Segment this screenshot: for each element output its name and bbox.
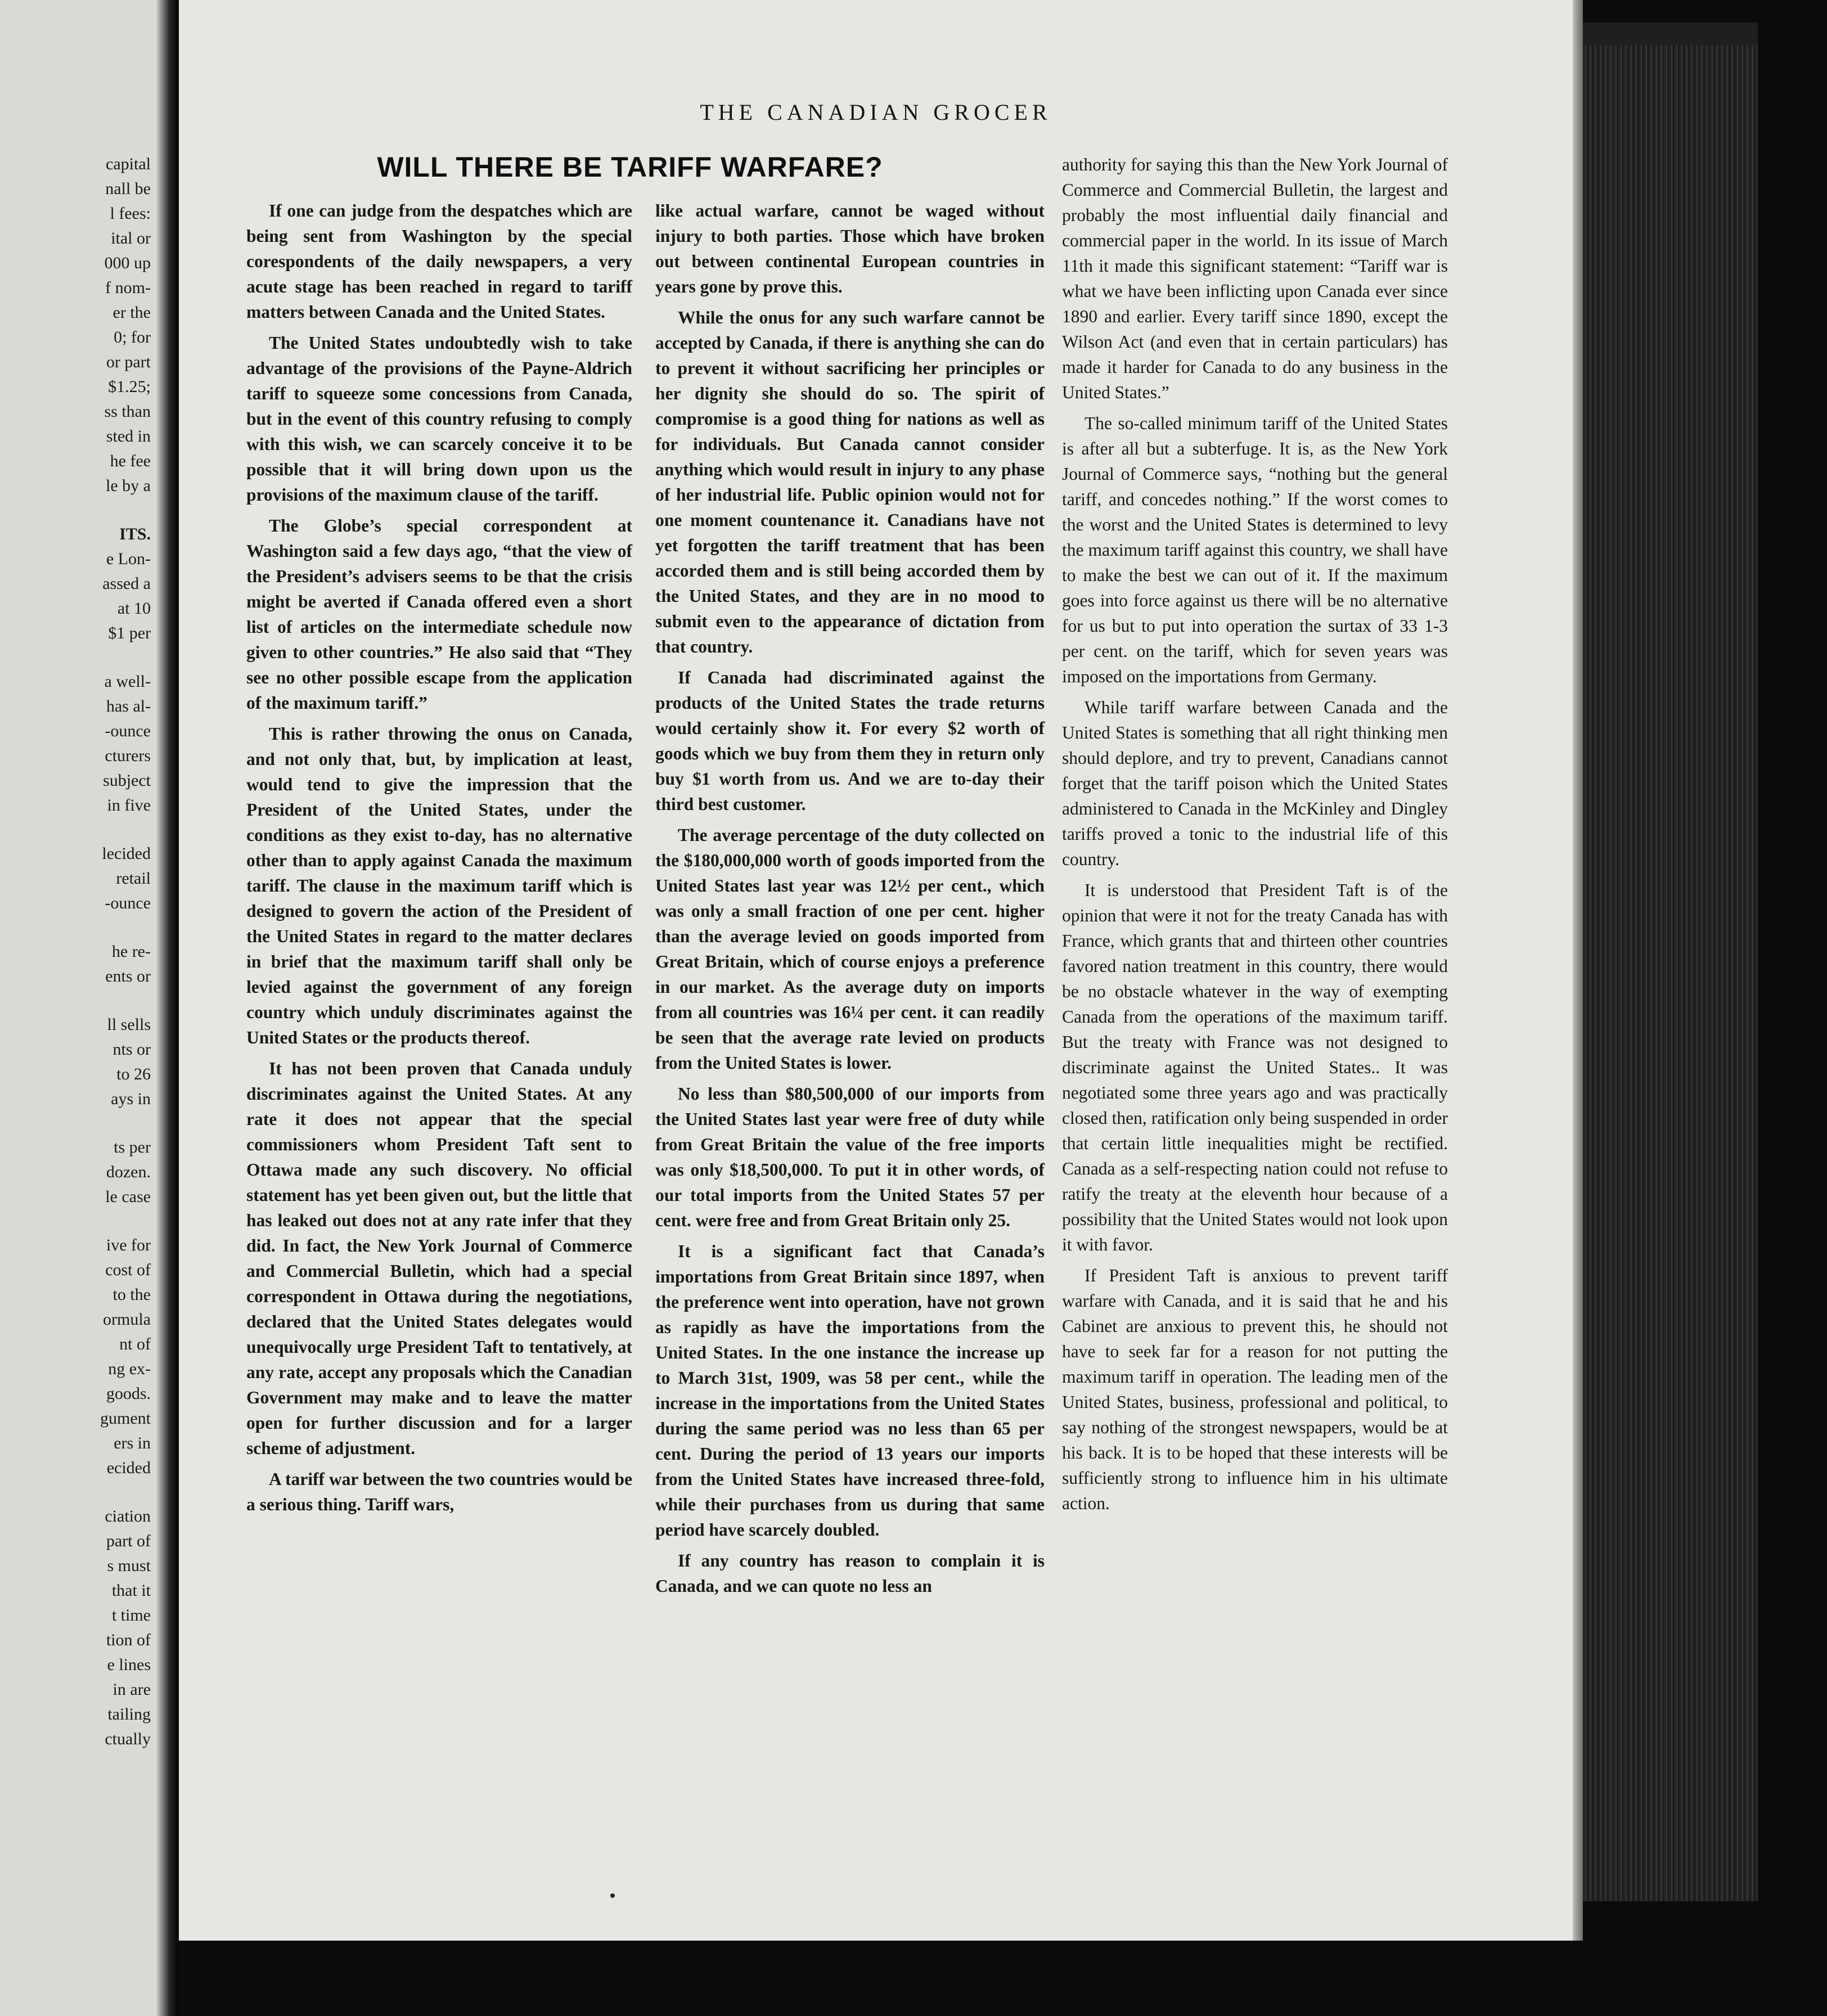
- previous-page: [0, 0, 169, 2016]
- book-gutter: [156, 0, 178, 2016]
- previous-page-line: that it: [111, 1581, 151, 1600]
- article-paragraph: like actual warfare, cannot be waged without injury to both parties. Those which have broken out between continental European countries in years gone by prove this.: [655, 201, 1045, 296]
- previous-page-line: ss than: [104, 402, 151, 421]
- article-column-2: [655, 198, 1045, 1599]
- previous-page-line: tion of: [106, 1631, 151, 1649]
- previous-page-line: in are: [112, 1680, 151, 1699]
- previous-page-line: to the: [112, 1285, 151, 1304]
- previous-page-line: in five: [107, 796, 151, 814]
- previous-page-text: [0, 152, 151, 1752]
- previous-page-line: cturers: [105, 746, 151, 765]
- article-paragraph: No less than $80,500,000 of our imports from the United States last year were free of duty while from Great Britain the value of the free imports was only $18,500,000. To put it in other words, of our total imports from the United States 57 per cent. were free and from Great Britain only 25.: [655, 1084, 1045, 1230]
- previous-page-line: nt of: [119, 1335, 151, 1353]
- previous-page-line: he re-: [111, 942, 151, 961]
- article-paragraph: It has not been proven that Canada unduly discriminates against the United States. At any rate it does not appear that the special commissioners whom President Taft sent to Ottawa made any such discovery. No official statement has yet been given out, but the little that has leaked out does not at any rate infer that they did. In fact, the New York Journal of Commerce and Commercial Bulletin, which had a special correspondent in Ottawa during the negotiations, declared that the United States delegates would unequivocally urge President Taft to tentatively, at any rate, accept any proposals which the Canadian Government may make and to leave the matter open for further discussion and for a larger scheme of adjustment.: [246, 1059, 632, 1458]
- previous-page-line: ll sells: [107, 1015, 151, 1034]
- previous-page-line: ts per: [114, 1138, 151, 1156]
- previous-page-line: 0; for: [114, 328, 151, 346]
- previous-page-line: s must: [107, 1556, 151, 1575]
- article-paragraph: It is a significant fact that Canada’s importations from Great Britain since 1897, when the preference went into operation, have not grown as rapidly as have the importations from the United States. In the one instance the increase up to March 31st, 1909, was 58 per cent., while the increase in the importations from the United States during the same period was no less than 65 per cent. During the period of 13 years our imports from the United States have increased three-fold, while their purchases from us during that same period have scarcely doubled.: [655, 1241, 1045, 1540]
- previous-page-line: ITS.: [119, 525, 151, 543]
- page-edge: [1573, 0, 1583, 1941]
- article-paragraph: If Canada had discriminated against the products of the United States the trade returns would certainly show it. For every $2 worth of goods which we buy from them they in return only buy $1 worth from us. And we are to-day their third best customer.: [655, 668, 1045, 814]
- previous-page-line: ormula: [103, 1310, 151, 1329]
- previous-page-line: -ounce: [105, 722, 151, 740]
- article-column-1: [246, 198, 632, 1517]
- previous-page-line: to 26: [116, 1065, 151, 1083]
- previous-page-line: has al-: [106, 697, 151, 716]
- book-page-edges: [1564, 22, 1758, 1901]
- previous-page-line: sted in: [106, 427, 151, 446]
- previous-page-line: ciation: [105, 1507, 151, 1526]
- printer-mark: [610, 1893, 615, 1898]
- article-paragraph: The so-called minimum tariff of the United States is after all but a subterfuge. It is, as the New York Journal of Commerce says, “nothing but the general tariff, and concedes nothing.” If the worst comes to the worst and the United States is determined to levy the maximum tariff against this country, we shall have to make the best we can out of it. If the maximum goes into force against us there will be no alternative for us but to put into operation the surtax of 33 1-3 per cent. on the tariff, which for seven years was imposed on the importations from Germany.: [1062, 413, 1448, 686]
- previous-page-line: -ounce: [105, 894, 151, 912]
- previous-page-line: a well-: [104, 672, 151, 691]
- article-headline: WILL THERE BE TARIFF WARFARE?: [377, 151, 883, 183]
- article-paragraph: If President Taft is anxious to prevent tariff warfare with Canada, and it is said that he and his Cabinet are anxious to prevent this, he should not have to seek far for a reason for not putting the maximum tariff in operation. The leading men of the United States, business, professional and political, to say nothing of the strongest newspapers, would be at his back. It is to be hoped that these interests will be sufficiently strong to influence him in his ultimate action.: [1062, 1266, 1448, 1513]
- previous-page-line: ctually: [105, 1730, 151, 1748]
- article-paragraph: While the onus for any such warfare cannot be accepted by Canada, if there is anything she can do to prevent it without sacrificing her principles or her dignity she should do so. The spirit of compromise is a good thing for nations as well as for individuals. But Canada cannot consider anything which would result in injury to any phase of her industrial life. Public opinion would not for one moment countenance it. Canadians have not yet forgotten the tariff treatment that has been accorded them and is still being accorded them by the United States, and they are in no mood to submit even to the appearance of dictation from that country.: [655, 308, 1045, 656]
- article-paragraph: This is rather throwing the onus on Canada, and not only that, but, by implication at least, would tend to give the impression that the President of the United States, under the conditions as they exist to-day, has no alternative other than to apply against Canada the maximum tariff. The clause in the maximum tariff which is designed to govern the action of the President of the United States in regard to the matter declares in brief that the maximum tariff shall only be levied against the government of any foreign country which unduly discriminates against the United States or the products thereof.: [246, 724, 632, 1047]
- previous-page-line: ital or: [111, 229, 151, 248]
- article-column-3: [1062, 152, 1448, 1516]
- previous-page-line: ents or: [105, 967, 151, 986]
- previous-page-line: or part: [106, 353, 151, 371]
- previous-page-line: lecided: [102, 844, 151, 863]
- article-paragraph: authority for saying this than the New York Journal of Commerce and Commercial Bulletin, the largest and probably the most influential daily financial and commercial paper in the world. In its issue of March 11th it made this significant statement: “Tariff war is what we have been inflicting upon Canada ever since 1890 and earlier. Every tariff since 1890, except the Wilson Act (and even that in certain particulars) has made it harder for Canada to do any business in the United States.”: [1062, 155, 1448, 402]
- article-paragraph: The Globe’s special correspondent at Washington said a few days ago, “that the view of the President’s advisers seems to be that the crisis might be averted if Canada offered even a short list of articles on the intermediate schedule now given to other countries.” He also said that “They see no other possible escape from the application of the maximum tariff.”: [246, 516, 632, 713]
- previous-page-line: part of: [106, 1532, 151, 1550]
- previous-page-line: le case: [105, 1187, 151, 1206]
- previous-page-line: f nom-: [105, 278, 151, 297]
- previous-page-line: ive for: [106, 1236, 151, 1254]
- previous-page-line: goods.: [106, 1384, 151, 1403]
- previous-page-line: ecided: [106, 1459, 151, 1477]
- previous-page-line: gument: [100, 1409, 151, 1428]
- previous-page-line: nts or: [112, 1040, 151, 1059]
- previous-page-line: l fees:: [110, 204, 151, 223]
- article-paragraph: If one can judge from the despatches which are being sent from Washington by the special corespondents of the daily newspapers, a very acute stage has been reached in regard to tariff matters between Canada and the United States.: [246, 201, 632, 322]
- previous-page-line: at 10: [117, 599, 151, 618]
- article-paragraph: If any country has reason to complain it is Canada, and we can quote no less an: [655, 1551, 1045, 1596]
- article-paragraph: The United States undoubtedly wish to take advantage of the provisions of the Payne-Aldrich tariff to squeeze some concessions from Canada, but in the event of this country refusing to comply with this wish, we can scarcely conceive it to be possible that it will bring down upon us the provisions of the maximum clause of the tariff.: [246, 333, 632, 505]
- previous-page-line: assed a: [102, 574, 151, 593]
- previous-page-line: ays in: [111, 1090, 151, 1108]
- previous-page-line: ers in: [114, 1434, 151, 1452]
- previous-page-line: e lines: [107, 1655, 151, 1674]
- running-head: THE CANADIAN GROCER: [700, 100, 1052, 125]
- previous-page-line: 000 up: [104, 254, 151, 272]
- article-paragraph: The average percentage of the duty collected on the $180,000,000 worth of goods imported from the United States last year was 12½ per cent., which was only a small fraction of one per cent. higher than the average levied on goods imported from Great Britain, which of course enjoys a preference in our market. As the average duty on imports from all countries was 16¼ per cent. it can readily be seen that the average rate levied on products from the United States is lower.: [655, 825, 1045, 1073]
- article-paragraph: While tariff warfare between Canada and the United States is something that all right thinking men should deplore, and try to prevent, Canadians cannot forget that the tariff poison which the United States administered to Canada in the McKinley and Dingley tariffs proved a tonic to the industrial life of this country.: [1062, 698, 1448, 869]
- article-paragraph: It is understood that President Taft is of the opinion that were it not for the treaty Canada has with France, which grants that and thirteen other countries favored nation treatment in this country, there would be no obstacle whatever in the way of exempting Canada from the operations of the maximum tariff. But the treaty with France was not designed to discriminate against the United States.. It was negotiated some three years ago and was practically closed then, ratification only being suspended in order that certain little inequalities might be rectified. Canada as a self-respecting nation could not refuse to ratify the treaty at the eleventh hour because of a possibility that the United States would not look upon it with favor.: [1062, 880, 1448, 1254]
- previous-page-line: tailing: [107, 1705, 151, 1724]
- previous-page-line: t time: [111, 1606, 151, 1624]
- previous-page-line: subject: [103, 771, 151, 790]
- previous-page-line: ng ex-: [108, 1360, 151, 1378]
- previous-page-line: e Lon-: [106, 550, 151, 568]
- previous-page-line: er the: [112, 303, 151, 322]
- previous-page-line: $1.25;: [108, 377, 151, 396]
- previous-page-line: $1 per: [108, 624, 151, 642]
- book-cover-edge: [1564, 22, 1758, 45]
- previous-page-line: nall be: [105, 179, 151, 198]
- previous-page-line: le by a: [106, 476, 151, 495]
- previous-page-line: capital: [106, 155, 151, 173]
- previous-page-line: retail: [116, 869, 151, 888]
- article-paragraph: A tariff war between the two countries would be a serious thing. Tariff wars,: [246, 1469, 632, 1514]
- previous-page-line: he fee: [110, 452, 151, 470]
- previous-page-line: cost of: [105, 1261, 151, 1279]
- previous-page-line: dozen.: [106, 1163, 151, 1181]
